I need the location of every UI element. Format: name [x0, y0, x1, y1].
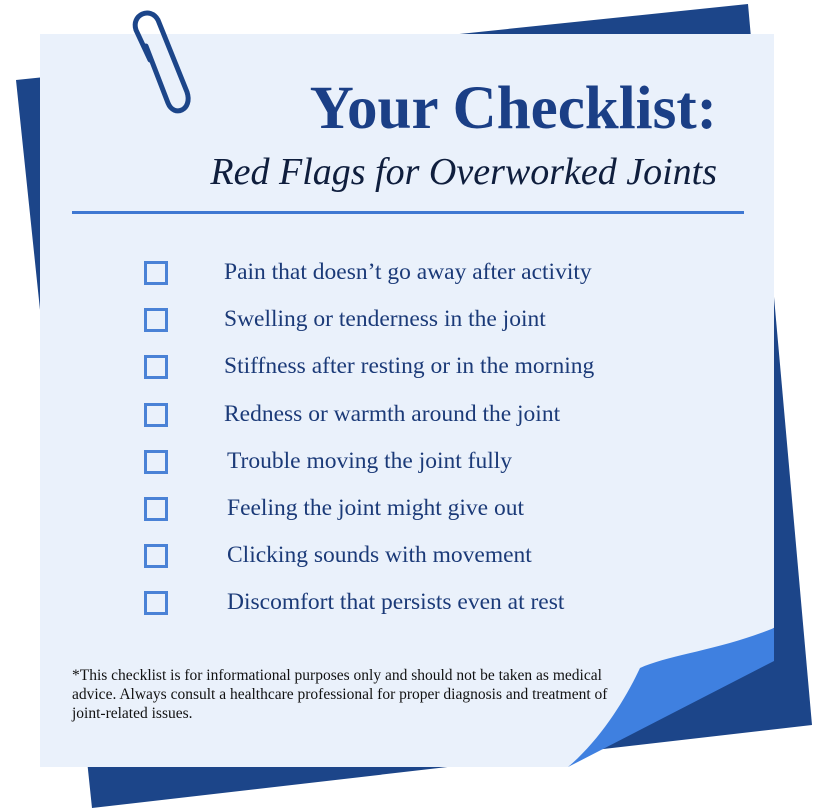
checkbox[interactable] — [144, 497, 168, 521]
checklist-item-label: Trouble moving the joint fully — [227, 447, 513, 474]
page-subtitle: Red Flags for Overworked Joints — [210, 151, 717, 193]
checkbox[interactable] — [144, 261, 168, 285]
checklist-item — [144, 394, 684, 441]
disclaimer-text: *This checklist is for informational purposes only and should not be taken as medical advice. Always consult a healthcare professional for proper diagnosis and treatment of joint-related issues. — [72, 667, 608, 722]
checklist-item-label: Discomfort that persists even at rest — [227, 589, 565, 616]
checklist-item-label: Feeling the joint might give out — [227, 494, 524, 521]
title-divider — [72, 211, 744, 214]
checkbox[interactable] — [144, 450, 168, 474]
checkbox[interactable] — [144, 544, 168, 568]
checklist-item — [144, 582, 684, 629]
checklist-item-label: Stiffness after resting or in the morning — [224, 353, 595, 380]
checklist-item — [144, 346, 684, 393]
checklist-item-label: Pain that doesn’t go away after activity — [224, 259, 592, 285]
checklist-item-label: Redness or warmth around the joint — [224, 400, 561, 427]
page-title: Your Checklist: — [309, 75, 717, 142]
checklist-item — [144, 488, 684, 535]
checklist — [144, 252, 684, 630]
checklist-item-label: Swelling or tenderness in the joint — [224, 306, 546, 333]
checkbox[interactable] — [144, 355, 168, 379]
checkbox[interactable] — [144, 403, 168, 427]
checklist-item — [144, 441, 684, 488]
checklist-item — [144, 299, 684, 346]
checkbox[interactable] — [144, 308, 168, 332]
checklist-item-label: Clicking sounds with movement — [227, 542, 532, 569]
checkbox[interactable] — [144, 591, 168, 615]
checklist-item — [144, 535, 684, 582]
checklist-item — [144, 252, 684, 299]
